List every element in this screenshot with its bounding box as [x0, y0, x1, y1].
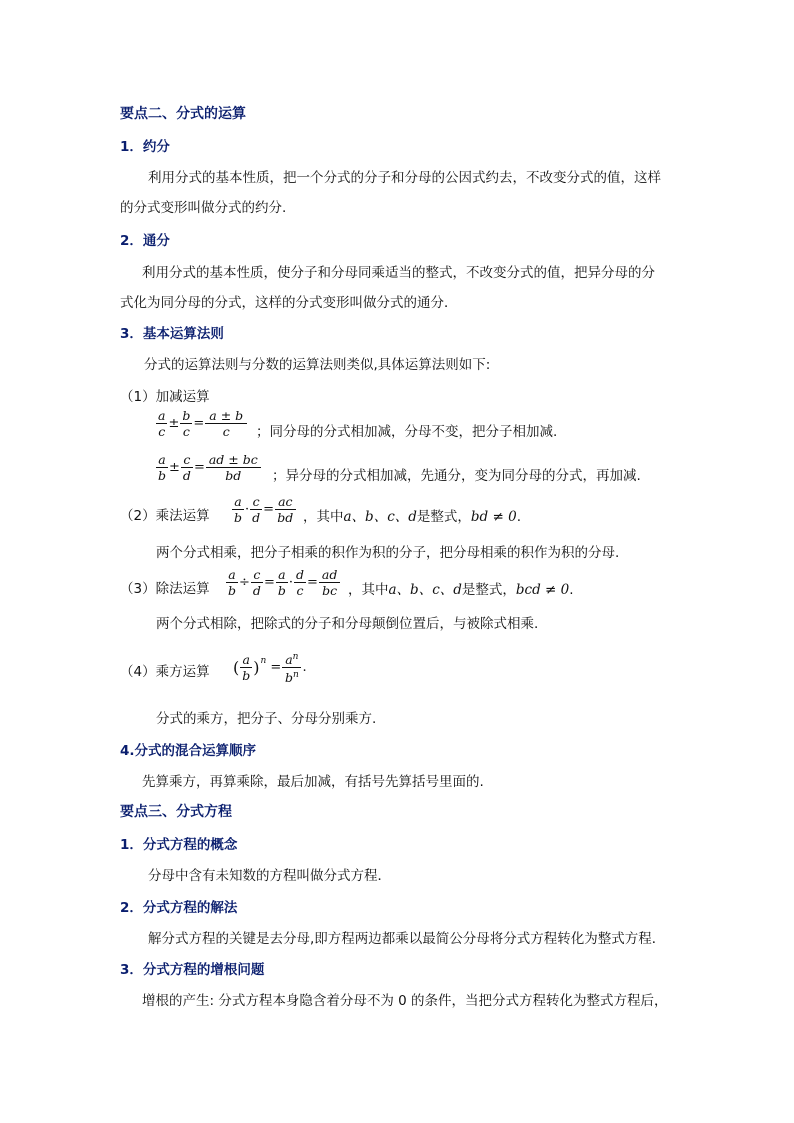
rule-label: （1）加减运算	[120, 389, 210, 405]
denominator: b	[234, 510, 243, 525]
fraction	[180, 408, 192, 439]
numerator: c	[181, 452, 193, 468]
subsection-title: 3．分式方程的增根问题	[120, 962, 265, 978]
rule-note: 两个分式相除，把除式的分子和分母颠倒位置后，与被除式相乘.	[156, 616, 539, 632]
rule-note: 两个分式相乘，把分子相乘的积作为积的分子，把分母相乘的积作为积的分母.	[156, 545, 620, 561]
fraction	[181, 452, 193, 483]
condition-prefix: ，其中	[348, 582, 389, 598]
denominator: bd	[225, 468, 242, 483]
condition-variables: a、b、c、d	[388, 582, 462, 598]
rule-note: ；异分母的分式相加减，先通分，变为同分母的分式，再加减.	[272, 468, 641, 484]
fraction	[240, 652, 252, 683]
denominator: d	[182, 468, 191, 483]
rule-condition	[303, 505, 521, 525]
subsection-title: 4.分式的混合运算顺序	[120, 743, 257, 759]
denominator: c	[182, 424, 190, 439]
fraction	[205, 408, 247, 439]
condition-prefix: ，其中	[303, 509, 344, 525]
condition-end: .	[569, 582, 574, 598]
paragraph-line: 增根的产生: 分式方程本身隐含着分母不为 0 的条件，当把分式方程转化为整式方程后，	[142, 993, 668, 1009]
denominator	[282, 668, 301, 685]
fraction	[156, 452, 168, 483]
condition-expression: bcd ≠ 0	[515, 582, 570, 598]
plus-minus-symbol: ±	[168, 416, 180, 431]
equals-symbol: =	[307, 575, 318, 590]
rule-label: （4）乘方运算	[120, 664, 210, 680]
section-title: 要点二、分式的运算	[120, 106, 246, 122]
condition-mid: 是整式，	[461, 582, 516, 598]
paragraph-line: 先算乘方，再算乘除，最后加减，有括号先算括号里面的.	[142, 774, 484, 790]
fraction	[250, 494, 262, 525]
denominator: b	[242, 668, 251, 684]
paragraph-line: 分式的运算法则与分数的运算法则类似,具体运算法则如下:	[144, 357, 491, 373]
numerator: a	[240, 652, 252, 668]
numerator	[282, 650, 301, 668]
numerator: ac	[275, 494, 295, 510]
numerator: d	[296, 567, 305, 582]
right-paren: )	[253, 658, 260, 678]
condition-variables: a、b、c、d	[343, 509, 417, 525]
numerator: b	[182, 408, 191, 423]
numerator: a	[158, 408, 166, 423]
denominator: b	[277, 583, 286, 598]
denominator: c	[296, 583, 304, 598]
denominator: c	[222, 424, 230, 439]
fraction	[206, 452, 261, 483]
fraction	[319, 567, 340, 598]
formula-multiplication	[232, 494, 296, 525]
section-title: 要点三、分式方程	[120, 804, 232, 820]
numerator: a	[156, 452, 168, 468]
subsection-title: 1．分式方程的概念	[120, 837, 238, 853]
fraction	[276, 567, 288, 598]
paragraph-line: 利用分式的基本性质，把一个分式的分子和分母的公因式约去，不改变分式的值，这样	[148, 170, 661, 186]
exponent: n	[292, 670, 299, 681]
denominator: bd	[277, 510, 294, 525]
condition-mid: 是整式，	[416, 509, 471, 525]
paragraph-line: 利用分式的基本性质，使分子和分母同乘适当的整式，不改变分式的值，把异分母的分	[142, 265, 655, 281]
numerator: a	[226, 567, 238, 583]
rule-condition	[348, 578, 574, 598]
equals-symbol: =	[263, 502, 275, 517]
denominator: d	[252, 583, 261, 598]
rule-note: ；同分母的分式相加减，分母不变，把分子相加减.	[256, 424, 558, 440]
fraction	[226, 567, 238, 598]
left-paren: (	[233, 658, 240, 678]
fraction	[232, 494, 244, 525]
divide-symbol: ÷	[239, 575, 250, 590]
formula-power	[232, 650, 308, 685]
numerator: c	[251, 567, 263, 583]
condition-expression: bd ≠ 0	[470, 509, 517, 525]
denominator: b	[228, 583, 237, 598]
dot-symbol: ·	[288, 575, 293, 590]
numerator-base: a	[285, 652, 293, 668]
denominator: d	[252, 510, 261, 525]
paragraph-line: 分母中含有未知数的方程叫做分式方程．	[148, 868, 391, 884]
denominator: bc	[322, 583, 338, 598]
dot-symbol: ·	[245, 502, 250, 517]
formula-division	[226, 567, 340, 598]
paragraph-line: 式化为同分母的分式，这样的分式变形叫做分式的通分．	[120, 295, 458, 311]
equals-symbol: =	[270, 660, 282, 676]
numerator: a ± b	[205, 408, 247, 424]
equals-symbol: =	[193, 460, 205, 475]
numerator: ad ± bc	[206, 452, 261, 468]
rule-label: （2）乘法运算	[120, 508, 210, 524]
plus-minus-symbol: ±	[169, 460, 180, 475]
rule-note: 分式的乘方，把分子、分母分别乘方.	[156, 711, 377, 727]
exponent: n	[292, 652, 299, 662]
numerator: ad	[319, 567, 340, 583]
denominator: c	[158, 424, 166, 439]
rule-label: （3）除法运算	[120, 581, 210, 597]
numerator: a	[276, 567, 288, 583]
exponent: n	[260, 656, 267, 666]
equals-symbol: =	[193, 416, 205, 431]
equals-symbol: =	[263, 575, 275, 590]
formula-same-denominator	[156, 408, 247, 439]
fraction	[251, 567, 263, 598]
subsection-title: 1．约分	[120, 139, 170, 155]
numerator: a	[232, 494, 244, 510]
subsection-title: 3．基本运算法则	[120, 326, 224, 342]
paragraph-line: 的分式变形叫做分式的约分.	[120, 200, 287, 216]
fraction	[156, 408, 167, 439]
numerator: c	[250, 494, 262, 510]
period: .	[302, 660, 307, 676]
fraction	[282, 650, 301, 685]
denominator-base: b	[284, 670, 293, 686]
paragraph-line: 解分式方程的关键是去分母,即方程两边都乘以最简公分母将分式方程转化为整式方程．	[148, 931, 666, 947]
fraction	[275, 494, 295, 525]
condition-end: .	[516, 509, 521, 525]
subsection-title: 2．通分	[120, 233, 170, 249]
denominator: b	[158, 468, 167, 483]
fraction	[294, 567, 306, 598]
formula-different-denominator	[156, 452, 261, 483]
subsection-title: 2．分式方程的解法	[120, 900, 238, 916]
